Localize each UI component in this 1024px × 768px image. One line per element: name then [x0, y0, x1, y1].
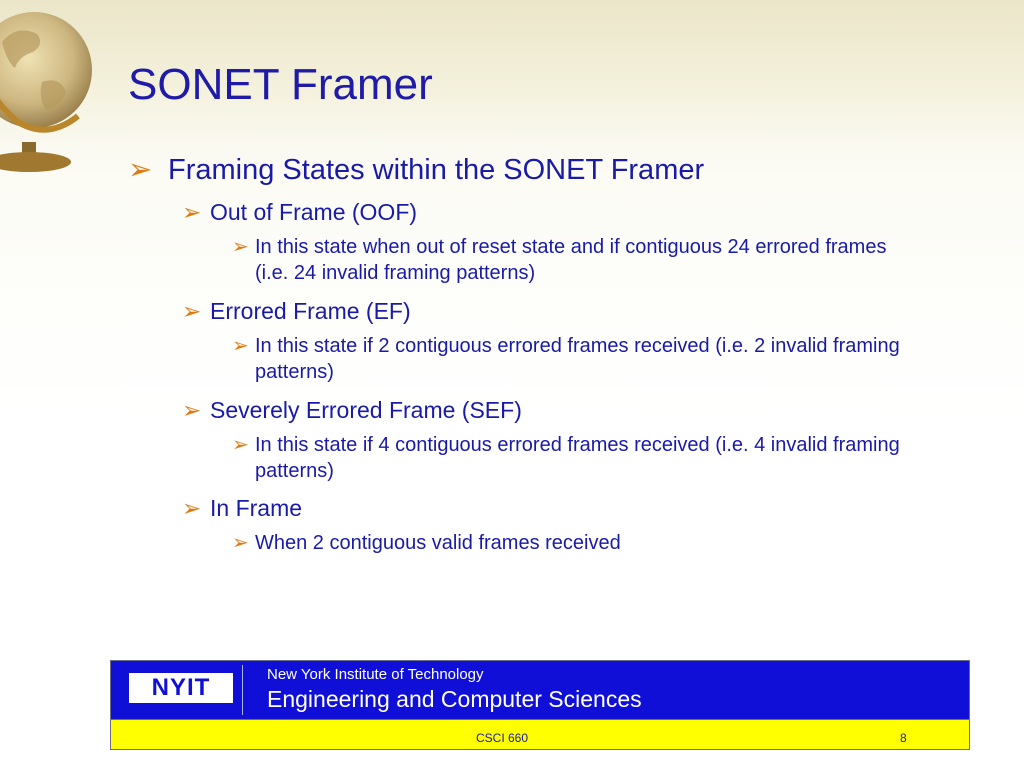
bullet-item: ➢ In this state when out of reset state and if contiguous 24 errored frames (i.e. 24 invalid framing patterns) [232, 236, 887, 284]
bullet-arrow-icon: ➢ [232, 236, 249, 258]
bullet-item: ➢ Errored Frame (EF) [182, 298, 411, 324]
bullet-item: ➢ Severely Errored Frame (SEF) [182, 397, 522, 423]
bullet-arrow-icon: ➢ [232, 532, 249, 554]
bullet-item: ➢ Out of Frame (OOF) [182, 199, 418, 225]
slide-title: SONET Framer [128, 60, 433, 109]
bullet-arrow-icon: ➢ [182, 298, 202, 324]
footer-divider [242, 665, 243, 715]
globe-icon [0, 0, 102, 182]
bullet-item: ➢ When 2 contiguous valid frames received [232, 532, 621, 554]
course-code: CSCI 660 [476, 731, 529, 745]
department-name: Engineering and Computer Sciences [267, 686, 642, 712]
bullet-arrow-icon: ➢ [232, 434, 249, 456]
institution-name: New York Institute of Technology [267, 666, 484, 683]
bullet-item: ➢ In this state if 2 contiguous errored frames received (i.e. 2 invalid framing patterns) [232, 335, 900, 383]
nyit-logo: NYIT [129, 673, 233, 703]
bullet-item: ➢ In this state if 4 contiguous errored frames received (i.e. 4 invalid framing patterns) [232, 434, 900, 482]
bullet-item: ➢ Framing States within the SONET Framer [128, 154, 705, 186]
bullet-item: ➢ In Frame [182, 495, 303, 521]
footer-banner [110, 660, 970, 720]
bullet-arrow-icon: ➢ [182, 199, 202, 225]
footer-bar [110, 720, 970, 750]
bullet-arrow-icon: ➢ [182, 495, 202, 521]
bullet-arrow-icon: ➢ [182, 397, 202, 423]
bullet-arrow-icon: ➢ [232, 335, 249, 357]
bullet-arrow-icon: ➢ [128, 154, 153, 186]
page-number: 8 [900, 731, 907, 745]
